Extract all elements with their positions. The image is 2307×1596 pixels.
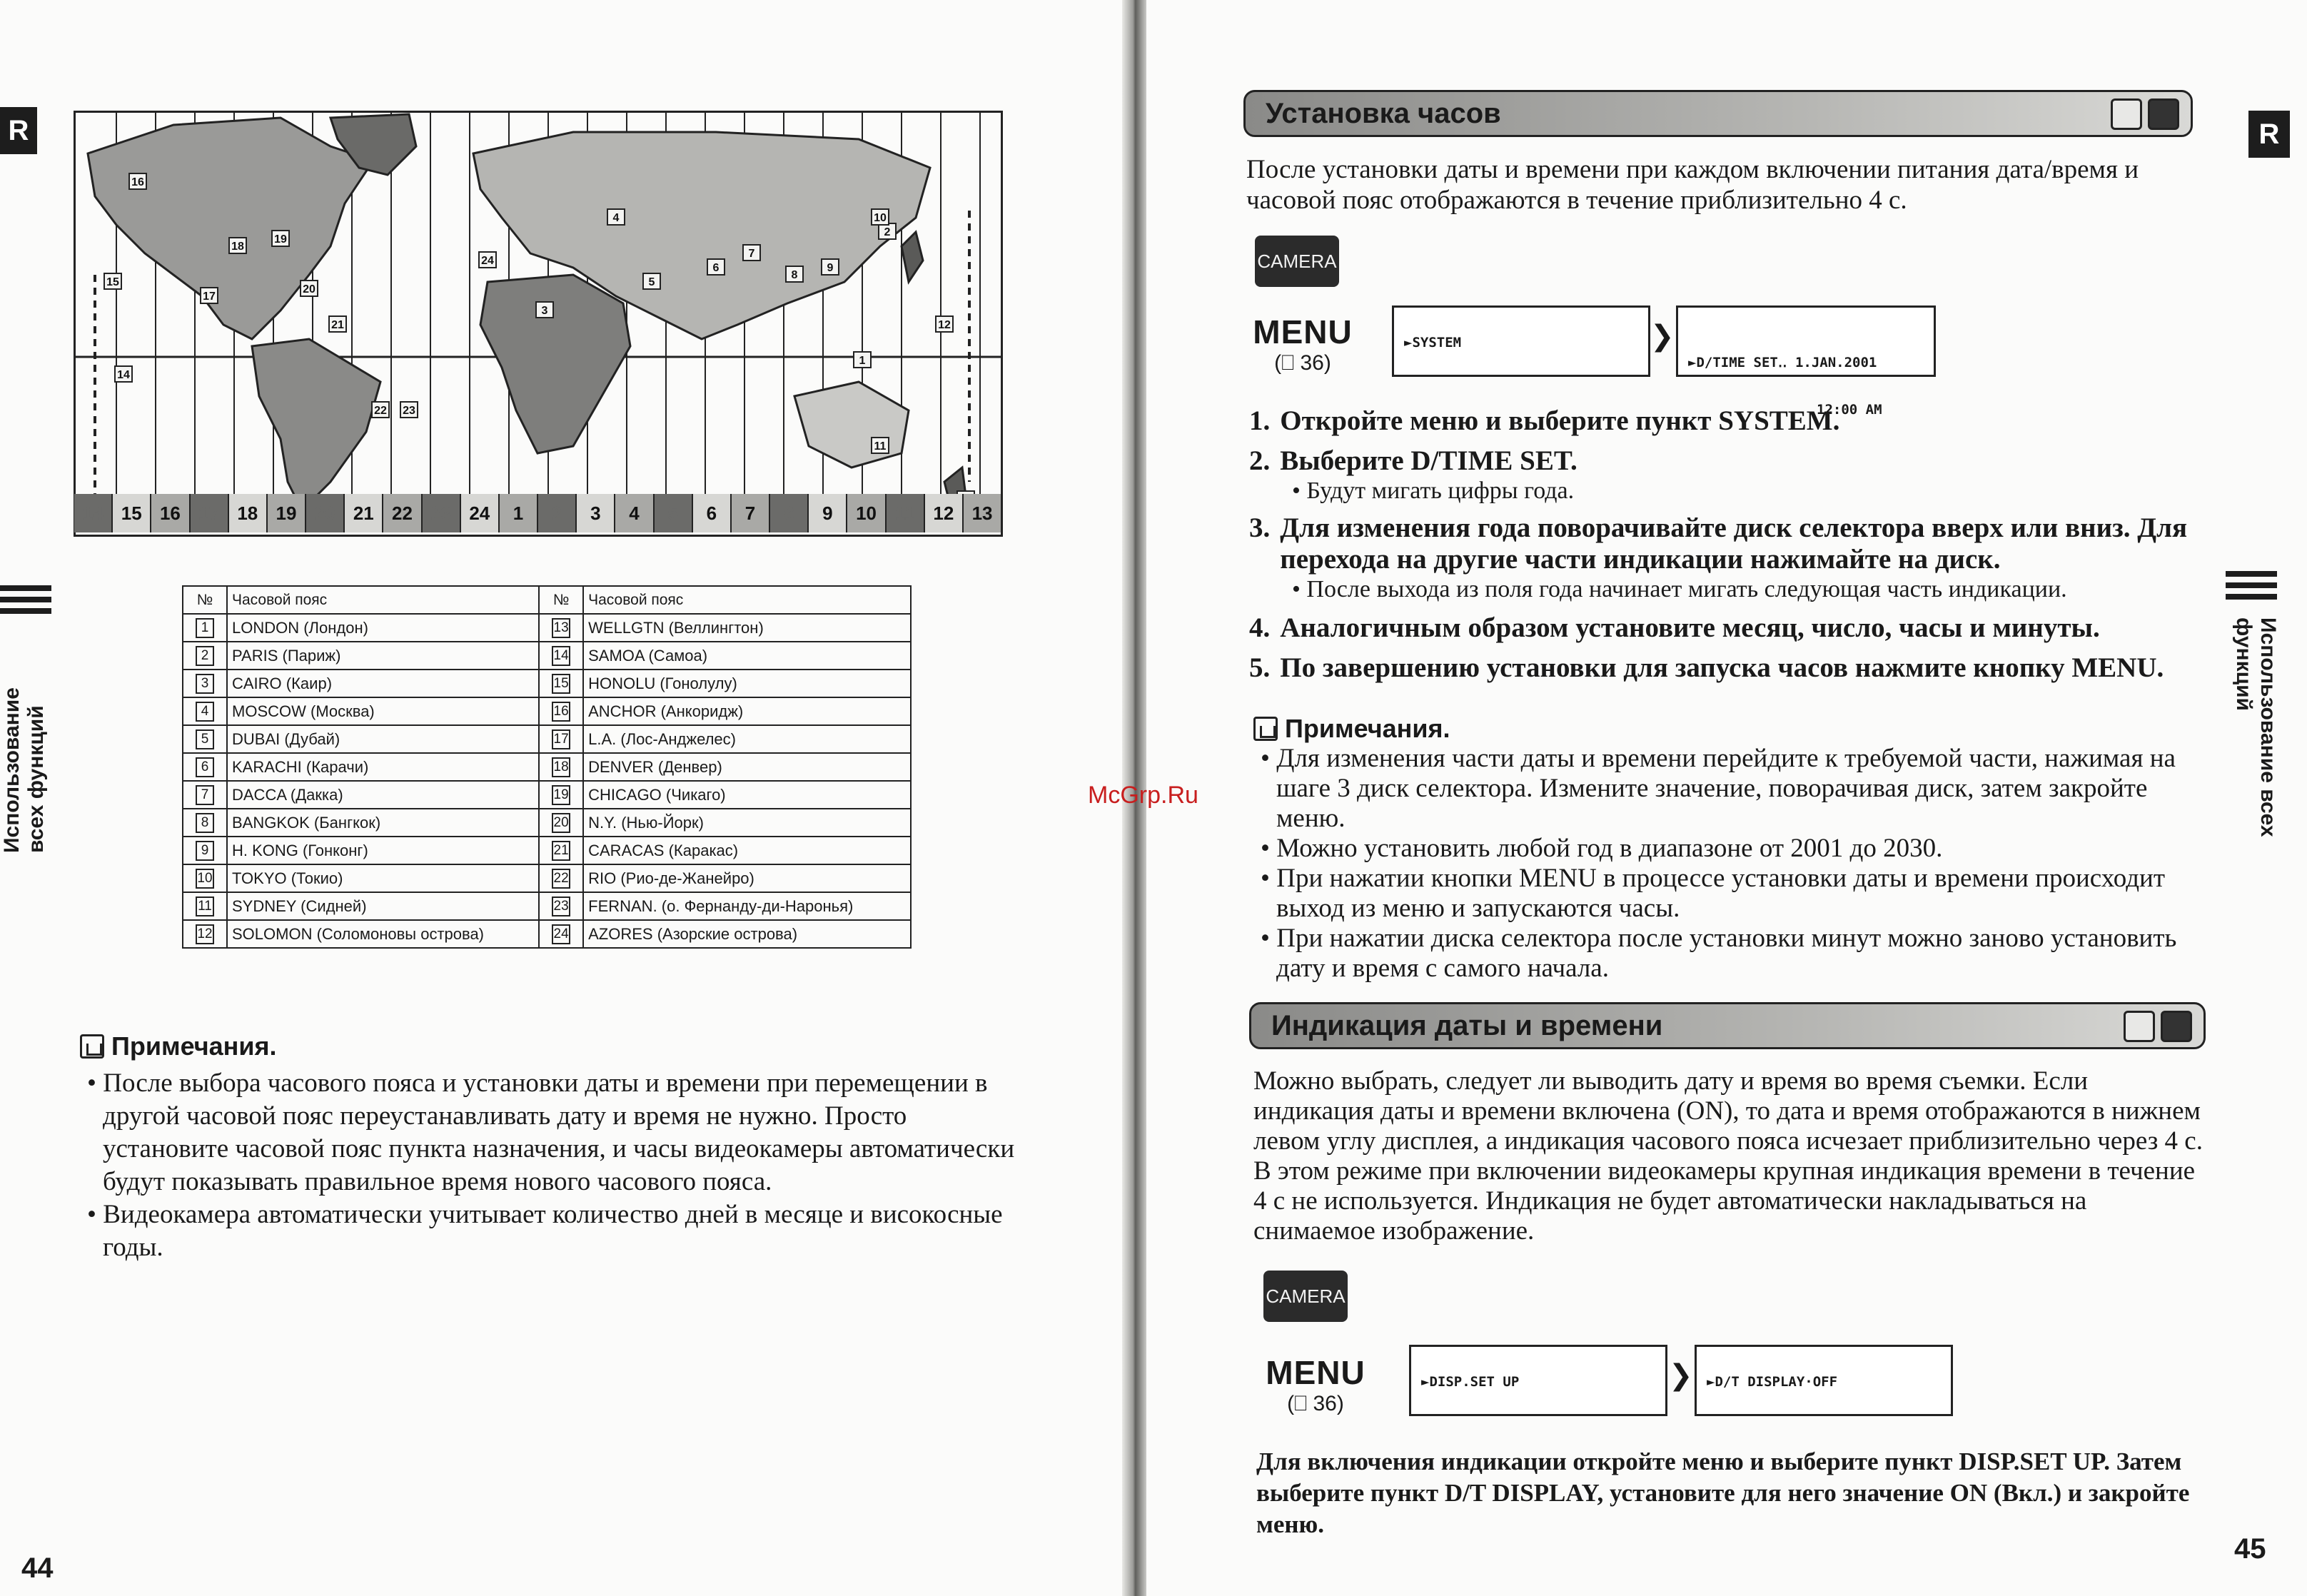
map-marker [822, 259, 839, 275]
step-4 [1249, 612, 2206, 644]
zone-number-box: 20 [552, 813, 570, 833]
step-3 [1249, 512, 2206, 575]
timezone-strip-cell: 5 [655, 494, 693, 532]
timezone-strip-cell: 16 [151, 494, 190, 532]
map-marker-label: 6 [712, 262, 720, 274]
timezone-strip-cell: 1 [500, 494, 538, 532]
table-cell-zone: N.Y. (Нью-Йорк) [583, 809, 911, 837]
map-marker-label: 22 [374, 405, 387, 417]
zone-number-box: 9 [196, 841, 214, 861]
page-number-right: 45 [2234, 1533, 2266, 1565]
table-cell-zone: SOLOMON (Соломоновы острова) [227, 920, 539, 948]
table-header-row [183, 586, 911, 614]
table-row [183, 809, 911, 837]
timezone-strip-cell: 4 [615, 494, 654, 532]
map-marker-label: 24 [481, 255, 494, 267]
map-marker [536, 302, 553, 318]
table-cell-zone: TOKYO (Токио) [227, 864, 539, 892]
step-2 [1249, 445, 2206, 477]
table-cell-number [183, 614, 227, 642]
table-cell-zone: CARACAS (Каракас) [583, 837, 911, 864]
section-header-date-display [1249, 1002, 2206, 1049]
table-row [183, 725, 911, 753]
pen-icon [2148, 99, 2179, 130]
timezone-strip-cell: 9 [809, 494, 847, 532]
map-marker-label: 5 [648, 276, 655, 288]
timezone-strip-cell: 12 [925, 494, 964, 532]
zone-number-box: 4 [196, 702, 214, 722]
zone-number-box: 7 [196, 785, 214, 805]
table-row [183, 781, 911, 809]
map-marker [872, 209, 889, 225]
table-row [183, 892, 911, 920]
step-5-num: 5. [1249, 652, 1271, 683]
zone-number-box: 18 [552, 757, 570, 777]
step-3-text: Для изменения года поворачивайте диск селектора вверх или вниз. Для перехода на другие части индикации нажимайте на диск. [1280, 512, 2188, 575]
map-marker-label: 14 [117, 369, 130, 381]
notes-title-left-text: Примечания. [111, 1031, 277, 1061]
section-header-clock-setup [1243, 90, 2193, 137]
table-cell-number [183, 753, 227, 781]
table-row [183, 697, 911, 725]
table-row [183, 837, 911, 864]
timezone-strip-cell: 20 [306, 494, 345, 532]
step-1-text: Откройте меню и выберите пункт SYSTEM. [1280, 405, 1840, 436]
table-cell-number [539, 809, 583, 837]
timezone-strip-cell: 15 [113, 494, 151, 532]
section-stripes-right [2226, 571, 2277, 605]
timezone-strip-cell: 18 [229, 494, 268, 532]
watermark: McGrp.Ru [1088, 782, 1198, 809]
zone-number-box: 17 [552, 729, 570, 749]
world-timezone-map [74, 111, 1003, 537]
lcd-dt-display: ►D/T DISPLAY·OFF [1695, 1345, 1953, 1416]
table-cell-zone: RIO (Рио-де-Жанейро) [583, 864, 911, 892]
menu-page-ref-2: (⎕ 36) [1287, 1392, 1344, 1415]
section-title-clock: Установка часов [1266, 97, 1501, 129]
timezone-table [182, 585, 912, 949]
table-cell-number [539, 725, 583, 753]
map-marker [115, 366, 132, 382]
note-right-3: • При нажатии кнопки MENU в процессе установки даты и времени происходит выход из меню и запускаются часы. [1253, 864, 2196, 924]
table-cell-number [183, 809, 227, 837]
map-marker [400, 402, 418, 418]
zone-number-box: 10 [196, 869, 214, 889]
notes-title-right [1253, 714, 2196, 744]
tape-mode-icon [2111, 99, 2142, 130]
zone-number-box: 3 [196, 674, 214, 694]
map-marker [104, 273, 121, 289]
section-title-date-display: Индикация даты и времени [1271, 1009, 1663, 1041]
map-marker [936, 316, 953, 332]
map-marker [229, 238, 246, 253]
zone-number-box: 19 [552, 785, 570, 805]
note-right-4: • При нажатии диска селектора после установки минут можно заново установить дату и время с самого начала. [1253, 924, 2196, 984]
page-number-left: 44 [21, 1552, 54, 1584]
map-marker [479, 252, 496, 268]
notes-title-right-text: Примечания. [1285, 714, 1450, 743]
table-cell-zone: LONDON (Лондон) [227, 614, 539, 642]
map-marker [272, 231, 289, 246]
note-left-2: • Видеокамера автоматически учитывает количество дней в месяце и високосные годы. [80, 1198, 1029, 1264]
zone-number-box: 22 [552, 869, 570, 889]
timezone-strip-cell: 11 [887, 494, 925, 532]
step-5-text: По завершению установки для запуска часов нажмите кнопку MENU. [1280, 652, 2164, 683]
map-marker [879, 223, 896, 239]
lcd-datetime-line1: ►D/TIME SET‥ 1.JAN.2001 [1688, 355, 1877, 370]
table-row [183, 864, 911, 892]
table-cell-zone: CHICAGO (Чикаго) [583, 781, 911, 809]
date-display-intro: Можно выбрать, следует ли выводить дату и время во время съемки. Если индикация даты и времени включена (ON), то дата и время отображаются в нижнем левом углу дисплея, а индикация часового пояса исчезает приблизительно через 4 с. В этом режиме при включении видеокамеры крупная индикация времени в течение 4 с не используется. Индикация не будет автоматически накладываться на снимаемое изображение. [1253, 1066, 2203, 1246]
step-4-text: Аналогичным образом установите месяц, число, часы и минуты. [1280, 612, 2100, 643]
map-marker [129, 173, 146, 189]
table-cell-number [539, 781, 583, 809]
side-label-left: Использование всех функций [0, 687, 48, 853]
notes-right [1253, 714, 2196, 984]
step-1-num: 1. [1249, 405, 1271, 436]
header-zone-right: Часовой пояс [583, 586, 911, 614]
table-cell-number [539, 614, 583, 642]
map-marker-label: 2 [884, 226, 891, 238]
map-marker-label: 1 [859, 355, 866, 367]
map-marker [707, 259, 725, 275]
note-icon [1253, 717, 1278, 741]
table-cell-number [183, 725, 227, 753]
map-marker-label: 19 [274, 233, 287, 246]
table-cell-zone: CAIRO (Каир) [227, 670, 539, 697]
note-right-1: • Для изменения части даты и времени перейдите к требуемой части, нажимая на шаге 3 диск селектора. Измените значение, поворачивая диск, затем закройте меню. [1253, 744, 2196, 834]
map-marker-label: 4 [612, 212, 620, 224]
map-marker-label: 9 [827, 262, 834, 274]
map-marker-label: 18 [231, 241, 244, 253]
map-marker [854, 352, 871, 368]
zone-number-box: 23 [552, 897, 570, 916]
camera-mode-badge: CAMERA [1255, 236, 1339, 287]
lcd-disp-setup: ►DISP.SET UP [1409, 1345, 1667, 1416]
step-2-num: 2. [1249, 445, 1271, 476]
timezone-strip-cell: 8 [770, 494, 809, 532]
table-cell-zone: HONOLU (Гонолулу) [583, 670, 911, 697]
timezone-strip-cell: 10 [847, 494, 886, 532]
zone-number-box: 6 [196, 757, 214, 777]
step-3-num: 3. [1249, 512, 1271, 543]
map-marker-label: 11 [874, 440, 887, 453]
timezone-strip [74, 494, 1002, 532]
table-cell-number [183, 642, 227, 670]
map-marker-label: 16 [131, 176, 144, 188]
lcd-datetime-line2: 12:00 AM [1817, 402, 1882, 418]
table-cell-zone: KARACHI (Карачи) [227, 753, 539, 781]
table-cell-number [183, 837, 227, 864]
map-marker [743, 245, 760, 261]
table-cell-zone: DACCA (Дакка) [227, 781, 539, 809]
map-marker [372, 402, 389, 418]
table-cell-number [539, 892, 583, 920]
table-row [183, 670, 911, 697]
zone-number-box: 24 [552, 924, 570, 944]
table-cell-zone: ANCHOR (Анкоридж) [583, 697, 911, 725]
step-4-num: 4. [1249, 612, 1271, 643]
lcd-system: ►SYSTEM [1392, 305, 1650, 377]
table-cell-zone: PARIS (Париж) [227, 642, 539, 670]
zone-number-box: 13 [552, 618, 570, 638]
menu-label: MENU [1253, 313, 1353, 350]
table-cell-number [539, 642, 583, 670]
zone-number-box: 8 [196, 813, 214, 833]
table-row [183, 753, 911, 781]
page-tab-letter-left: R [0, 107, 37, 154]
header-no-left: № [183, 586, 227, 614]
table-cell-number [539, 920, 583, 948]
map-marker-label: 17 [203, 291, 216, 303]
zone-number-box: 2 [196, 646, 214, 666]
step-2-sub: • Будут мигать цифры года. [1292, 478, 1575, 504]
map-marker-label: 20 [303, 283, 315, 296]
zone-number-box: 16 [552, 702, 570, 722]
double-arrow-icon: ❯ [1650, 320, 1675, 352]
table-cell-zone: SAMOA (Самоа) [583, 642, 911, 670]
zone-number-box: 1 [196, 618, 214, 638]
table-cell-number [183, 864, 227, 892]
timezone-strip-cell: 21 [345, 494, 383, 532]
map-marker-label: 12 [938, 319, 951, 331]
step-1 [1249, 405, 2206, 437]
map-marker-label: 23 [403, 405, 415, 417]
menu-label-2: MENU [1266, 1354, 1365, 1391]
section-stripes-left [0, 585, 51, 620]
table-cell-number [539, 837, 583, 864]
map-marker [872, 438, 889, 453]
table-cell-number [183, 697, 227, 725]
table-cell-zone: DENVER (Денвер) [583, 753, 911, 781]
zone-number-box: 12 [196, 924, 214, 944]
map-marker-label: 3 [541, 305, 548, 317]
table-cell-number [183, 781, 227, 809]
timezone-strip-cell: 6 [693, 494, 732, 532]
page-tab-letter-right: R [2248, 111, 2290, 158]
timezone-strip-cell: 23 [423, 494, 461, 532]
header-no-right: № [539, 586, 583, 614]
lcd-datetime [1676, 305, 1936, 418]
timezone-strip-cell: 24 [461, 494, 500, 532]
zone-number-box: 5 [196, 729, 214, 749]
pen-icon [2161, 1011, 2192, 1042]
timezone-strip-cell: 13 [964, 494, 1002, 532]
table-cell-zone: H. KONG (Гонконг) [227, 837, 539, 864]
zone-number-box: 11 [196, 897, 214, 916]
timezone-strip-cell: 14 [74, 494, 113, 532]
table-cell-number [539, 670, 583, 697]
map-marker-label: 15 [106, 276, 119, 288]
map-marker [301, 281, 318, 296]
map-marker-label: 8 [791, 269, 798, 281]
table-cell-zone: SYDNEY (Сидней) [227, 892, 539, 920]
map-marker [643, 273, 660, 289]
map-marker-label: 10 [874, 212, 887, 224]
note-icon [80, 1034, 104, 1059]
table-row [183, 642, 911, 670]
map-marker-label: 21 [331, 319, 344, 331]
table-row [183, 920, 911, 948]
clock-intro: После установки даты и времени при каждом включении питания дата/время и часовой пояс отображаются в течение приблизительно 4 с. [1246, 155, 2139, 215]
zone-number-box: 15 [552, 674, 570, 694]
tape-mode-icon [2124, 1011, 2155, 1042]
table-cell-zone: L.A. (Лос-Анджелес) [583, 725, 911, 753]
menu-block-1 [1249, 313, 1356, 375]
camera-mode-badge-2: CAMERA [1263, 1271, 1348, 1322]
date-display-instruction: Для включения индикации откройте меню и выберите пункт DISP.SET UP. Затем выберите пункт D/T DISPLAY, установите для него значение ON (Вкл.) и закройте меню. [1256, 1448, 2190, 1538]
map-marker [329, 316, 346, 332]
zone-number-box: 21 [552, 841, 570, 861]
menu-page-ref: (⎕ 36) [1274, 351, 1331, 375]
double-arrow-icon-2: ❯ [1669, 1360, 1693, 1391]
menu-block-2 [1262, 1353, 1369, 1416]
notes-title-left [80, 1031, 1029, 1061]
map-marker [786, 266, 803, 282]
table-cell-zone: AZORES (Азорские острова) [583, 920, 911, 948]
table-cell-number [183, 920, 227, 948]
map-marker [607, 209, 625, 225]
side-label-right: Использование всех функций [2232, 617, 2280, 837]
table-cell-number [183, 892, 227, 920]
zone-number-box: 14 [552, 646, 570, 666]
note-left-1: • После выбора часового пояса и установки даты и времени при перемещении в другой часовой пояс переустанавливать дату и время не нужно. Просто установите часовой пояс пункта назначения, и часы видеокамеры автоматически будут показывать правильное время нового часового пояса. [80, 1067, 1029, 1198]
timezone-strip-cell: 3 [577, 494, 615, 532]
header-zone-left: Часовой пояс [227, 586, 539, 614]
table-cell-zone: BANGKOK (Бангкок) [227, 809, 539, 837]
step-3-sub: • После выхода из поля года начинает мигать следующая часть индикации. [1292, 576, 2067, 602]
notes-left [80, 1031, 1029, 1264]
table-cell-number [539, 753, 583, 781]
map-marker [201, 288, 218, 303]
table-cell-number [539, 864, 583, 892]
timezone-strip-cell: 22 [383, 494, 422, 532]
map-marker-label: 7 [748, 248, 755, 260]
clock-steps [1249, 405, 2206, 684]
table-row [183, 614, 911, 642]
table-cell-zone: MOSCOW (Москва) [227, 697, 539, 725]
table-cell-number [539, 697, 583, 725]
table-cell-zone: WELLGTN (Веллингтон) [583, 614, 911, 642]
table-cell-number [183, 670, 227, 697]
table-cell-zone: DUBAI (Дубай) [227, 725, 539, 753]
step-2-text: Выберите D/TIME SET. [1280, 445, 1577, 476]
timezone-strip-cell: 19 [268, 494, 306, 532]
step-5 [1249, 652, 2206, 684]
timezone-strip-cell: 17 [191, 494, 229, 532]
table-cell-zone: FERNAN. (о. Фернанду-ди-Наронья) [583, 892, 911, 920]
note-right-2: • Можно установить любой год в диапазоне от 2001 до 2030. [1253, 834, 2196, 864]
timezone-strip-cell: 2 [538, 494, 577, 532]
timezone-strip-cell: 7 [732, 494, 770, 532]
